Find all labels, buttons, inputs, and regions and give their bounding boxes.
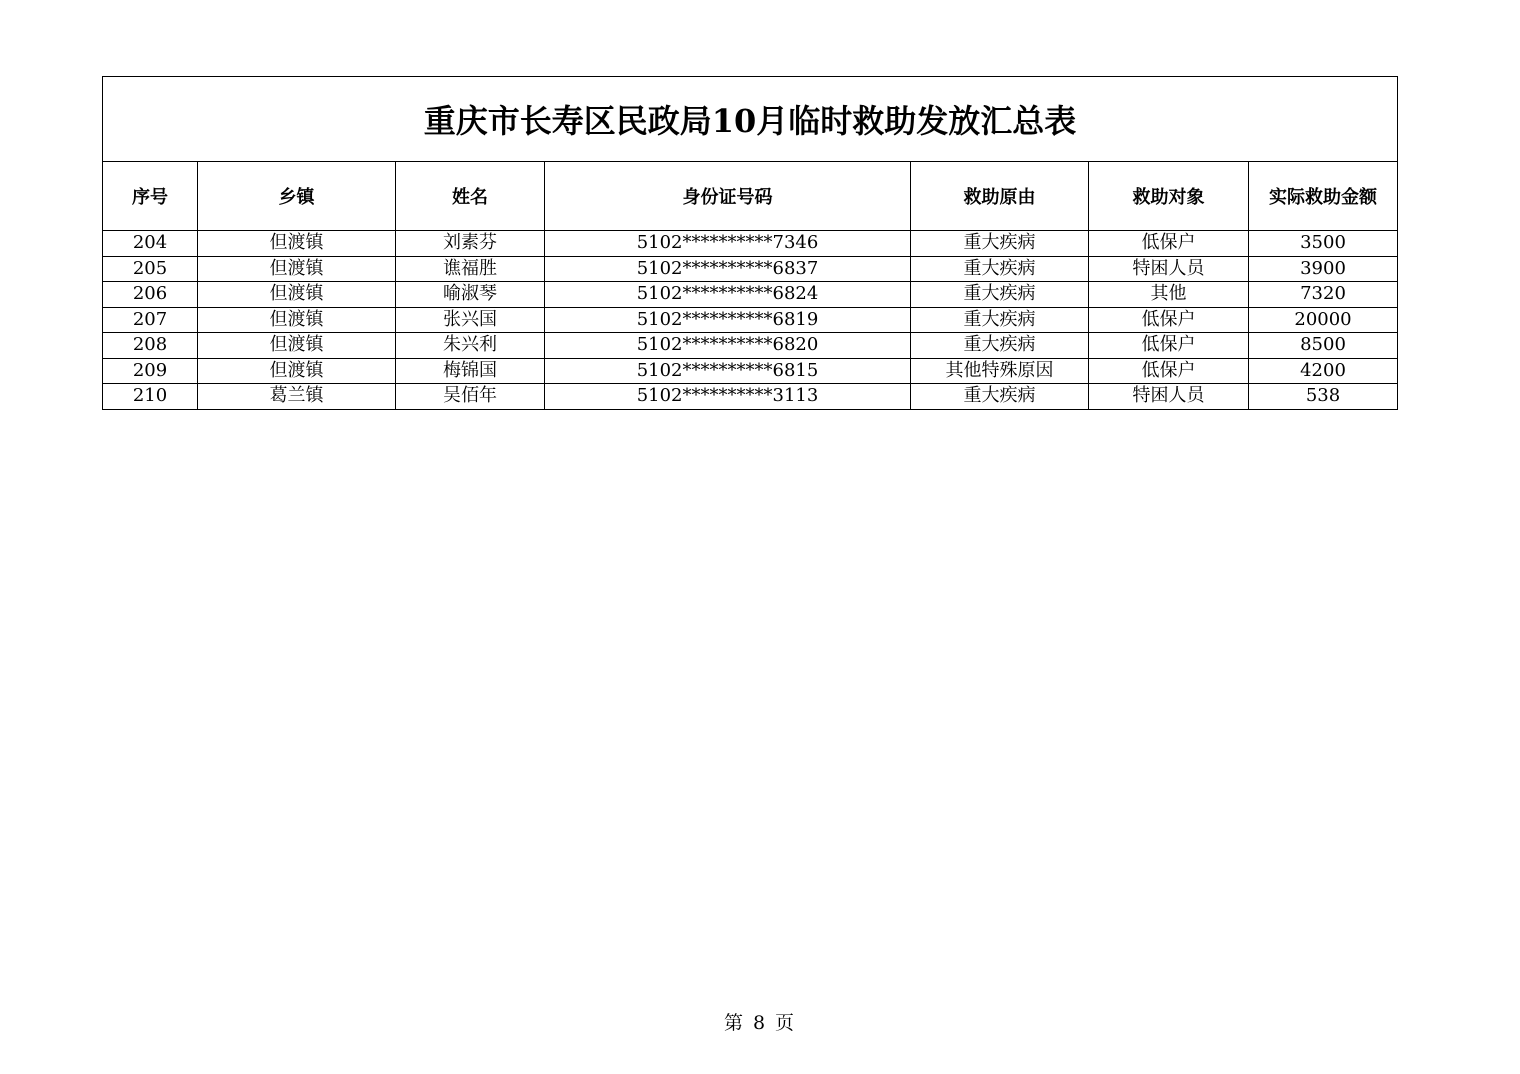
cell-id-number: 5102**********6824 bbox=[545, 282, 911, 308]
cell-amount: 4200 bbox=[1249, 358, 1398, 384]
table-row bbox=[103, 307, 1398, 333]
table-row bbox=[103, 333, 1398, 359]
cell-town: 葛兰镇 bbox=[198, 384, 396, 410]
cell-id-number: 5102**********6837 bbox=[545, 256, 911, 282]
header-row bbox=[103, 162, 1398, 231]
column-header-reason: 救助原由 bbox=[911, 162, 1089, 231]
cell-name: 吴佰年 bbox=[396, 384, 545, 410]
cell-name: 谯福胜 bbox=[396, 256, 545, 282]
cell-town: 但渡镇 bbox=[198, 282, 396, 308]
table-row bbox=[103, 231, 1398, 257]
cell-reason: 重大疾病 bbox=[911, 333, 1089, 359]
cell-town: 但渡镇 bbox=[198, 333, 396, 359]
table-title: 重庆市长寿区民政局10月临时救助发放汇总表 bbox=[103, 77, 1398, 162]
cell-recipient-type: 特困人员 bbox=[1089, 256, 1249, 282]
table-row bbox=[103, 282, 1398, 308]
cell-amount: 8500 bbox=[1249, 333, 1398, 359]
cell-serial: 204 bbox=[103, 231, 198, 257]
cell-reason: 重大疾病 bbox=[911, 256, 1089, 282]
cell-reason: 重大疾病 bbox=[911, 282, 1089, 308]
cell-serial: 209 bbox=[103, 358, 198, 384]
page-number: 8 bbox=[752, 1012, 768, 1034]
cell-serial: 206 bbox=[103, 282, 198, 308]
cell-serial: 205 bbox=[103, 256, 198, 282]
column-header-name: 姓名 bbox=[396, 162, 545, 231]
cell-amount: 3500 bbox=[1249, 231, 1398, 257]
column-header-serial: 序号 bbox=[103, 162, 198, 231]
cell-serial: 208 bbox=[103, 333, 198, 359]
cell-reason: 重大疾病 bbox=[911, 384, 1089, 410]
cell-serial: 210 bbox=[103, 384, 198, 410]
cell-town: 但渡镇 bbox=[198, 231, 396, 257]
cell-amount: 7320 bbox=[1249, 282, 1398, 308]
column-header-town: 乡镇 bbox=[198, 162, 396, 231]
cell-reason: 其他特殊原因 bbox=[911, 358, 1089, 384]
column-header-recipient-type: 救助对象 bbox=[1089, 162, 1249, 231]
table-row bbox=[103, 358, 1398, 384]
page-suffix: 页 bbox=[775, 1012, 797, 1034]
cell-amount: 20000 bbox=[1249, 307, 1398, 333]
table-row bbox=[103, 256, 1398, 282]
cell-id-number: 5102**********7346 bbox=[545, 231, 911, 257]
table-row bbox=[103, 384, 1398, 410]
cell-id-number: 5102**********6815 bbox=[545, 358, 911, 384]
relief-summary-table bbox=[102, 76, 1398, 410]
cell-name: 梅锦国 bbox=[396, 358, 545, 384]
cell-serial: 207 bbox=[103, 307, 198, 333]
cell-reason: 重大疾病 bbox=[911, 307, 1089, 333]
cell-name: 喻淑琴 bbox=[396, 282, 545, 308]
title-row bbox=[103, 77, 1398, 162]
cell-town: 但渡镇 bbox=[198, 307, 396, 333]
cell-recipient-type: 低保户 bbox=[1089, 333, 1249, 359]
cell-name: 刘素芬 bbox=[396, 231, 545, 257]
cell-id-number: 5102**********6819 bbox=[545, 307, 911, 333]
cell-recipient-type: 其他 bbox=[1089, 282, 1249, 308]
page-prefix: 第 bbox=[723, 1012, 745, 1034]
column-header-amount: 实际救助金额 bbox=[1249, 162, 1398, 231]
page-number-footer bbox=[0, 1008, 1520, 1035]
cell-recipient-type: 低保户 bbox=[1089, 231, 1249, 257]
cell-name: 张兴国 bbox=[396, 307, 545, 333]
cell-id-number: 5102**********6820 bbox=[545, 333, 911, 359]
cell-town: 但渡镇 bbox=[198, 256, 396, 282]
column-header-id-number: 身份证号码 bbox=[545, 162, 911, 231]
cell-recipient-type: 低保户 bbox=[1089, 358, 1249, 384]
cell-town: 但渡镇 bbox=[198, 358, 396, 384]
cell-recipient-type: 低保户 bbox=[1089, 307, 1249, 333]
cell-amount: 538 bbox=[1249, 384, 1398, 410]
cell-recipient-type: 特困人员 bbox=[1089, 384, 1249, 410]
cell-amount: 3900 bbox=[1249, 256, 1398, 282]
cell-reason: 重大疾病 bbox=[911, 231, 1089, 257]
cell-id-number: 5102**********3113 bbox=[545, 384, 911, 410]
cell-name: 朱兴利 bbox=[396, 333, 545, 359]
